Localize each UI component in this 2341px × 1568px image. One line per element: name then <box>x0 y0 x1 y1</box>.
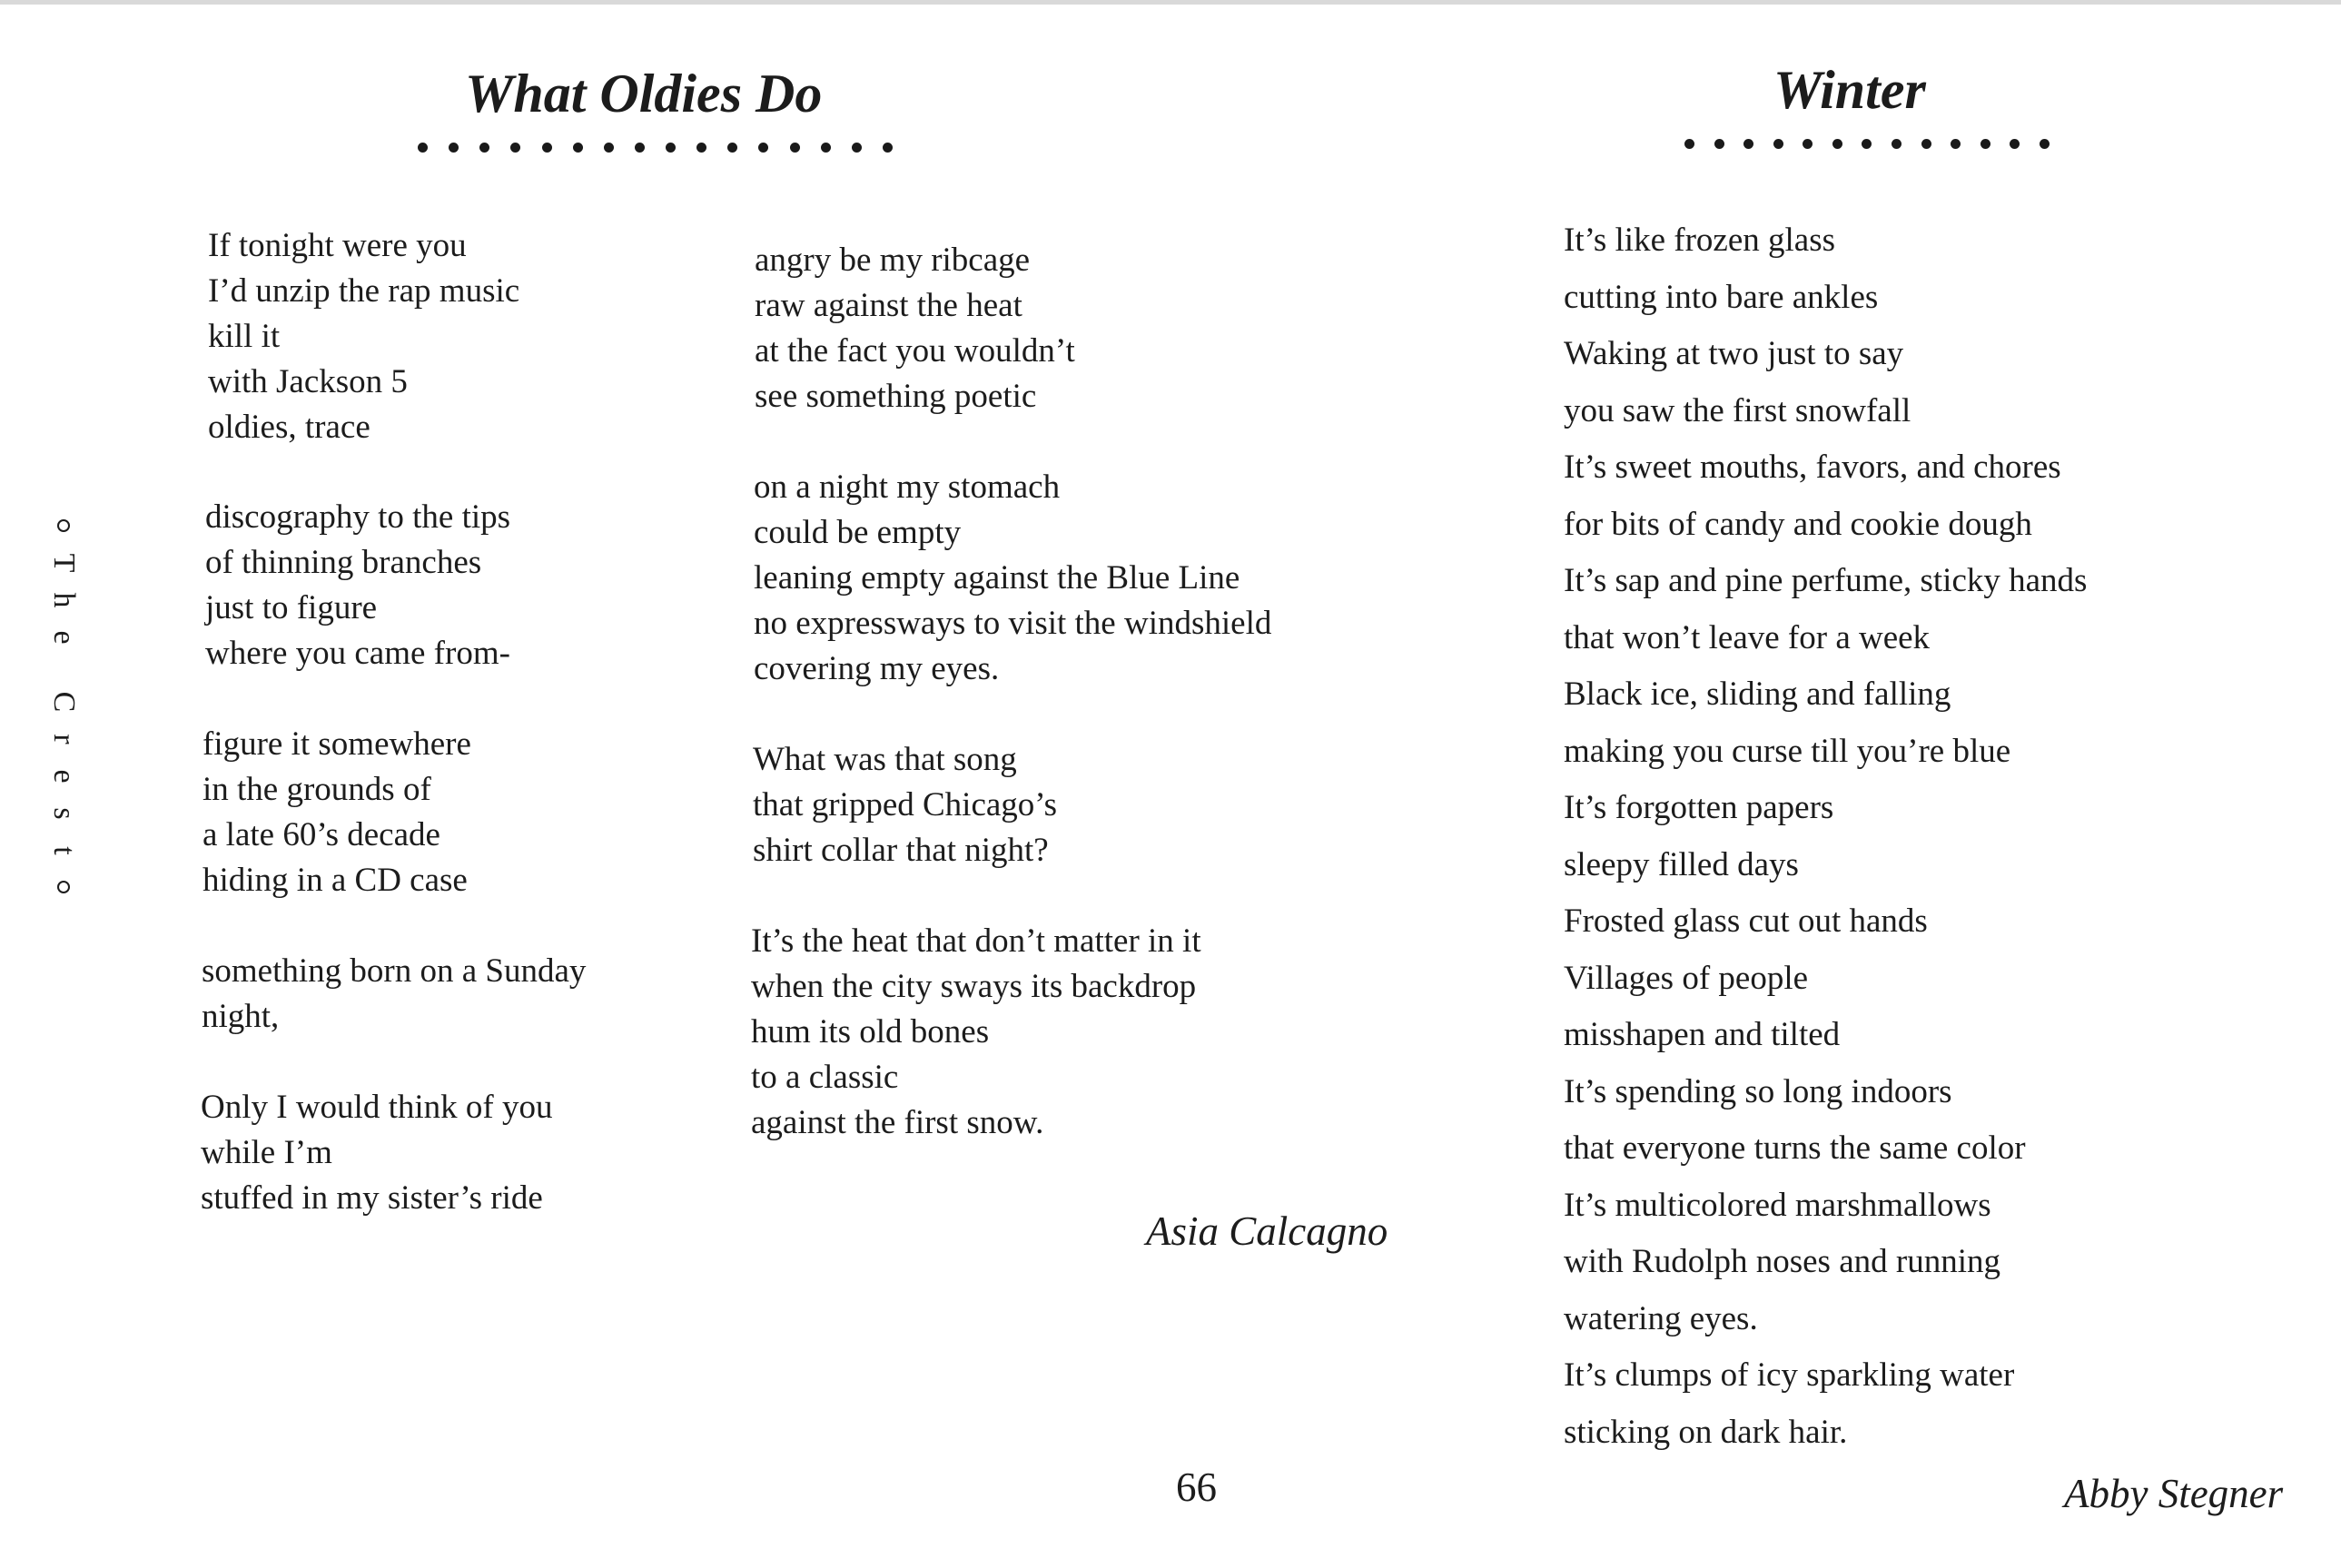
poem-line: misshapen and tilted <box>1564 1016 1841 1053</box>
poem-line: leaning empty against the Blue Line <box>754 559 1240 597</box>
running-head-letter: r <box>47 734 81 745</box>
ornament-dot <box>1921 139 1931 149</box>
poem-line: something born on a Sunday <box>202 952 587 990</box>
poem-line: you saw the first snowfall <box>1564 391 1911 429</box>
poem-line: discography to the tips <box>205 498 511 536</box>
poem-line: oldies, trace <box>208 409 370 446</box>
running-head-letter: T <box>47 553 81 573</box>
poem-line: against the first snow. <box>751 1104 1044 1141</box>
poem-line: raw against the heat <box>755 287 1022 324</box>
poem-line: It’s the heat that don’t matter in it <box>751 922 1201 960</box>
poem-line: shirt collar that night? <box>753 832 1049 869</box>
ornament-dot <box>1980 139 1990 149</box>
poem-line: What was that song <box>753 741 1017 778</box>
poem-line: angry be my ribcage <box>755 242 1031 279</box>
poem-line: If tonight were you <box>208 227 467 264</box>
ornament-dot <box>418 143 428 153</box>
ornament-dot <box>1892 139 1901 149</box>
poem-line: Waking at two just to say <box>1564 335 1904 372</box>
poem-line: night, <box>202 998 280 1035</box>
poem-line: that won’t leave for a week <box>1564 618 1931 656</box>
page-number: 66 <box>1176 1464 1217 1510</box>
ornament-dot <box>635 143 645 153</box>
poem-line: Villages of people <box>1564 959 1809 997</box>
ornament-dot <box>790 143 800 153</box>
poem-line: It’s clumps of icy sparkling water <box>1564 1356 2015 1394</box>
page-top-edge <box>0 0 2341 5</box>
stanza <box>201 1085 552 1221</box>
ornament-dot <box>883 143 893 153</box>
poem-line: sticking on dark hair. <box>1564 1413 1848 1451</box>
poem-line: in the grounds of <box>202 771 431 808</box>
poem-line: covering my eyes. <box>754 650 1000 687</box>
poem-line: Black ice, sliding and falling <box>1564 676 1951 713</box>
ornament-dot <box>542 143 552 153</box>
poem-line: that gripped Chicago’s <box>753 786 1057 823</box>
ornament-dot <box>758 143 768 153</box>
poem-line: on a night my stomach <box>754 468 1061 506</box>
ornament-dot <box>1951 139 1961 149</box>
ornament-dot <box>1714 139 1724 149</box>
right-poem-title: Winter <box>1773 60 1926 120</box>
left-poem-title: What Oldies Do <box>465 64 823 123</box>
ornament-circle <box>57 881 70 893</box>
poem-line: a late 60’s decade <box>202 816 440 853</box>
ornament-dot <box>510 143 520 153</box>
ornament-dot <box>727 143 737 153</box>
poem-line: see something poetic <box>755 378 1037 415</box>
poem-line: It’s sap and pine perfume, sticky hands <box>1564 562 2088 599</box>
stanza <box>754 465 1271 692</box>
poem-line: making you curse till you’re blue <box>1564 732 2011 770</box>
poem-line: of thinning branches <box>205 544 482 581</box>
ornament-dot <box>666 143 676 153</box>
right-poem-author: Abby Stegner <box>2064 1471 2284 1516</box>
poem-line: It’s multicolored marshmallows <box>1564 1186 1991 1224</box>
ornament-dot <box>696 143 706 153</box>
stanza <box>751 919 1201 1146</box>
poem-line: while I’m <box>201 1134 332 1171</box>
poem-line: could be empty <box>754 514 962 551</box>
poem-line: sleepy filled days <box>1564 845 1799 883</box>
poem-line: It’s like frozen glass <box>1564 222 1835 259</box>
ornament-circle <box>57 519 70 532</box>
stanza <box>202 722 471 903</box>
poem-line: at the fact you wouldn’t <box>755 332 1075 370</box>
ornament-dot <box>479 143 489 153</box>
running-head <box>45 508 82 906</box>
poem-line: Frosted glass cut out hands <box>1564 902 1928 940</box>
poem-line: watering eyes. <box>1564 1299 1758 1337</box>
poem-line: no expressways to visit the windshield <box>754 605 1272 642</box>
stanza <box>205 495 510 676</box>
ornament-dot <box>2040 139 2050 149</box>
running-head-letter: e <box>47 630 81 645</box>
poem-line: where you came from- <box>205 635 510 672</box>
stanza <box>753 737 1057 873</box>
poem-line: with Rudolph noses and running <box>1564 1243 2000 1280</box>
running-head-letter: e <box>47 769 81 784</box>
poem-line: It’s sweet mouths, favors, and chores <box>1564 449 2061 486</box>
right-title-dot-ornament <box>1684 134 2050 153</box>
stanza <box>202 949 586 1040</box>
ornament-dot <box>821 143 831 153</box>
poem-line: cutting into bare ankles <box>1564 278 1879 316</box>
left-poem-author: Asia Calcagno <box>1146 1208 1388 1254</box>
left-title-dot-ornament <box>418 138 893 156</box>
running-head-letter: s <box>47 807 81 820</box>
running-head-letter: h <box>47 592 81 608</box>
poem-line: that everyone turns the same color <box>1564 1129 2026 1167</box>
poem-line: hiding in a CD case <box>202 862 468 899</box>
ornament-dot <box>1862 139 1872 149</box>
poem-line: with Jackson 5 <box>208 363 408 400</box>
ornament-dot <box>573 143 583 153</box>
poem-line: It’s spending so long indoors <box>1564 1072 1952 1110</box>
poem-line: stuffed in my sister’s ride <box>201 1179 543 1217</box>
ornament-dot <box>2010 139 2020 149</box>
poem-line: figure it somewhere <box>202 725 471 763</box>
poem-line: I’d unzip the rap music <box>208 272 520 310</box>
stanza <box>208 223 519 450</box>
poem-line: when the city sways its backdrop <box>751 968 1197 1005</box>
ornament-dot <box>449 143 459 153</box>
running-head-letter: C <box>47 691 81 713</box>
poem-line: hum its old bones <box>751 1013 990 1050</box>
poem-line: for bits of candy and cookie dough <box>1564 505 2032 543</box>
stanza <box>755 238 1075 419</box>
right-poem-body <box>1564 212 2087 1461</box>
poem-line: It’s forgotten papers <box>1564 789 1834 826</box>
poem-line: to a classic <box>751 1059 899 1096</box>
ornament-dot <box>1743 139 1753 149</box>
ornament-dot <box>1684 139 1694 149</box>
poem-line: kill it <box>208 318 281 355</box>
ornament-dot <box>1773 139 1783 149</box>
ornament-dot <box>1832 139 1842 149</box>
running-head-letter: t <box>47 846 81 855</box>
ornament-dot <box>1803 139 1813 149</box>
poem-line: just to figure <box>205 589 378 626</box>
ornament-dot <box>852 143 862 153</box>
poem-line: Only I would think of you <box>201 1089 553 1126</box>
ornament-dot <box>604 143 614 153</box>
